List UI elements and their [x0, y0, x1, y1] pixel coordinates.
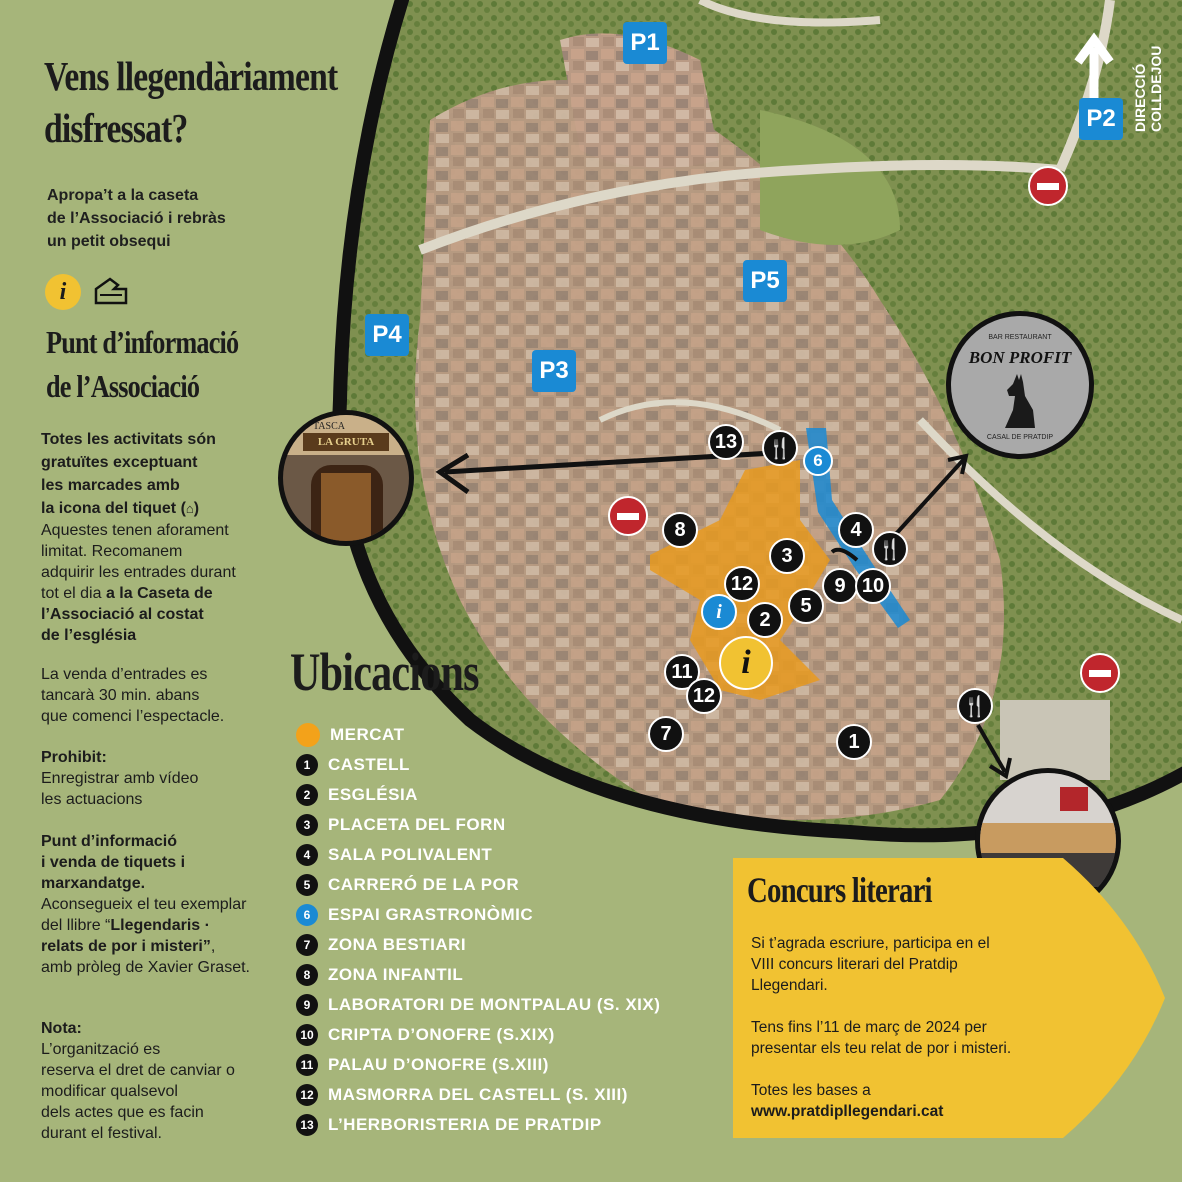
no-entry-icon: [1080, 653, 1120, 693]
marker-2[interactable]: 2: [747, 602, 783, 638]
fork-knife-icon[interactable]: 🍴: [762, 430, 798, 466]
legend-item: [296, 901, 533, 929]
legend-item: [296, 751, 410, 779]
concurs-title: Concurs literari: [747, 870, 932, 910]
legend-item: [296, 781, 418, 809]
casal-label: CASAL DE PRATDIP: [986, 434, 1054, 441]
legend-label: MERCAT: [330, 725, 405, 744]
marker-3[interactable]: 3: [769, 538, 805, 574]
marker-12b[interactable]: 12: [686, 678, 722, 714]
legend-marker: 1: [296, 754, 318, 776]
legend-item: [296, 811, 506, 839]
parking-p5: P5: [743, 260, 787, 302]
legend-label: ESPAI GRASTRONÒMIC: [328, 905, 534, 924]
punt-text: Punt d’informació i venda de tiquets i marxandatge. Aconsegueix el teu exemplar del llibre “Llegendaris · relats de por i misteri”, amb pròleg de Xavier Graset.: [41, 833, 250, 976]
legend-item: [296, 931, 466, 959]
parking-p1: P1: [623, 22, 667, 64]
activities-text: Totes les activitats són gratuïtes exceptuant les marcades amb la icona del tiquet (⌂) Aquestes tenen aforament limitat. Recomanem adquirir les entrades durant tot el dia a la Caseta de l’Associació al costat de l’església: [41, 431, 236, 644]
fork-knife-icon[interactable]: 🍴: [957, 688, 993, 724]
legend-item: [296, 721, 404, 749]
legend-item: [296, 841, 492, 869]
parking-p4: P4: [365, 314, 409, 356]
bar-restaurant-label: BAR RESTAURANT: [988, 334, 1052, 341]
legend-marker: 9: [296, 994, 318, 1016]
legend-marker: 5: [296, 874, 318, 896]
legend-item: [296, 1051, 549, 1079]
marker-9[interactable]: 9: [822, 568, 858, 604]
bon-profit-title: BON PROFIT: [968, 348, 1072, 367]
info-icon: i: [45, 274, 81, 310]
concurs-text: Si t’agrada escriure, participa en el VIII concurs literari del Pratdip Llegendari. Tens fins l’11 de març de 2024 per presentar els teu relat de por i misteri. Totes les bases a www.pratdipllegendari.cat: [751, 933, 1081, 1122]
parking-p3: P3: [532, 350, 576, 392]
legend-item: [296, 991, 660, 1019]
legend-item: [296, 1081, 628, 1109]
legend-label: CARRERÓ DE LA POR: [328, 875, 520, 894]
ticket-icon: ⌂: [185, 501, 194, 516]
legend-label: PLACETA DEL FORN: [328, 815, 506, 834]
legend-marker: 8: [296, 964, 318, 986]
venda-text: La venda d’entrades es tancarà 30 min. abans que comenci l’espectacle.: [41, 666, 225, 725]
info-point-title: Punt d’informació de l’Associació: [46, 324, 239, 404]
legend-marker: 2: [296, 784, 318, 806]
legend-label: LABORATORI DE MONTPALAU (S. XIX): [328, 995, 661, 1014]
marker-13[interactable]: 13: [708, 424, 744, 460]
legend-label: PALAU D’ONOFRE (S.XIII): [328, 1055, 549, 1074]
wolf-icon: [995, 370, 1045, 432]
marker-4[interactable]: 4: [838, 512, 874, 548]
marker-8[interactable]: 8: [662, 512, 698, 548]
concurs-url-link[interactable]: www.pratdipllegendari.cat: [751, 1103, 944, 1120]
marker-7[interactable]: 7: [648, 716, 684, 752]
subtitle: Apropa’t a la caseta de l’Associació i rebràs un petit obsequi: [47, 187, 226, 250]
fork-knife-icon[interactable]: 🍴: [872, 531, 908, 567]
page-title: Vens llegendàriament disfressat?: [44, 53, 338, 151]
legend-label: CASTELL: [328, 755, 410, 774]
legend-marker: [296, 723, 320, 747]
no-entry-icon: [1028, 166, 1068, 206]
marker-1[interactable]: 1: [836, 724, 872, 760]
direction-label: [1132, 44, 1172, 144]
marker-10[interactable]: 10: [855, 568, 891, 604]
parking-p2: P2: [1079, 98, 1123, 140]
legend-label: L’HERBORISTERIA DE PRATDIP: [328, 1115, 602, 1134]
legend-marker: 12: [296, 1084, 318, 1106]
nota-text: Nota: L’organització es reserva el dret de canviar o modificar qualsevol dels actes que es facin durant el festival.: [41, 1020, 235, 1142]
direction-line1: DIRECCIÓ: [1132, 63, 1148, 132]
info-marker-blue[interactable]: i: [701, 594, 737, 630]
legend-marker: 11: [296, 1054, 318, 1076]
legend-marker: 7: [296, 934, 318, 956]
legend-item: [296, 961, 463, 989]
la-gruta-sign: LA GRUTA: [303, 433, 389, 451]
marker-6[interactable]: 6: [803, 446, 833, 476]
legend-item: [296, 1021, 555, 1049]
legend-label: CRIPTA D’ONOFRE (S.XIX): [328, 1025, 555, 1044]
tasca-la-gruta-photo: [278, 410, 414, 546]
info-marker-yellow[interactable]: i: [719, 636, 773, 690]
bon-profit-logo: [946, 311, 1094, 459]
legend-marker: 10: [296, 1024, 318, 1046]
marker-5[interactable]: 5: [788, 588, 824, 624]
legend-label: ZONA INFANTIL: [328, 965, 464, 984]
legend-label: SALA POLIVALENT: [328, 845, 493, 864]
legend-label: ZONA BESTIARI: [328, 935, 467, 954]
prohibit-text: Prohibit: Enregistrar amb vídeo les actuacions: [41, 749, 199, 808]
legend-marker: 3: [296, 814, 318, 836]
legend-item: [296, 1111, 602, 1139]
direction-line2: COLLDEJOU: [1148, 45, 1164, 132]
ticket-icon: [92, 275, 130, 307]
legend-title: Ubicacions: [290, 642, 479, 702]
legend-item: [296, 871, 519, 899]
marker-11[interactable]: 11: [664, 654, 700, 690]
legend-label: MASMORRA DEL CASTELL (S. XIII): [328, 1085, 628, 1104]
legend-marker: 13: [296, 1114, 318, 1136]
tasca-label: TASCA: [313, 421, 345, 432]
no-entry-icon: [608, 496, 648, 536]
marker-12[interactable]: 12: [724, 566, 760, 602]
legend-marker: 6: [296, 904, 318, 926]
legend-marker: 4: [296, 844, 318, 866]
legend-label: ESGLÉSIA: [328, 785, 418, 804]
